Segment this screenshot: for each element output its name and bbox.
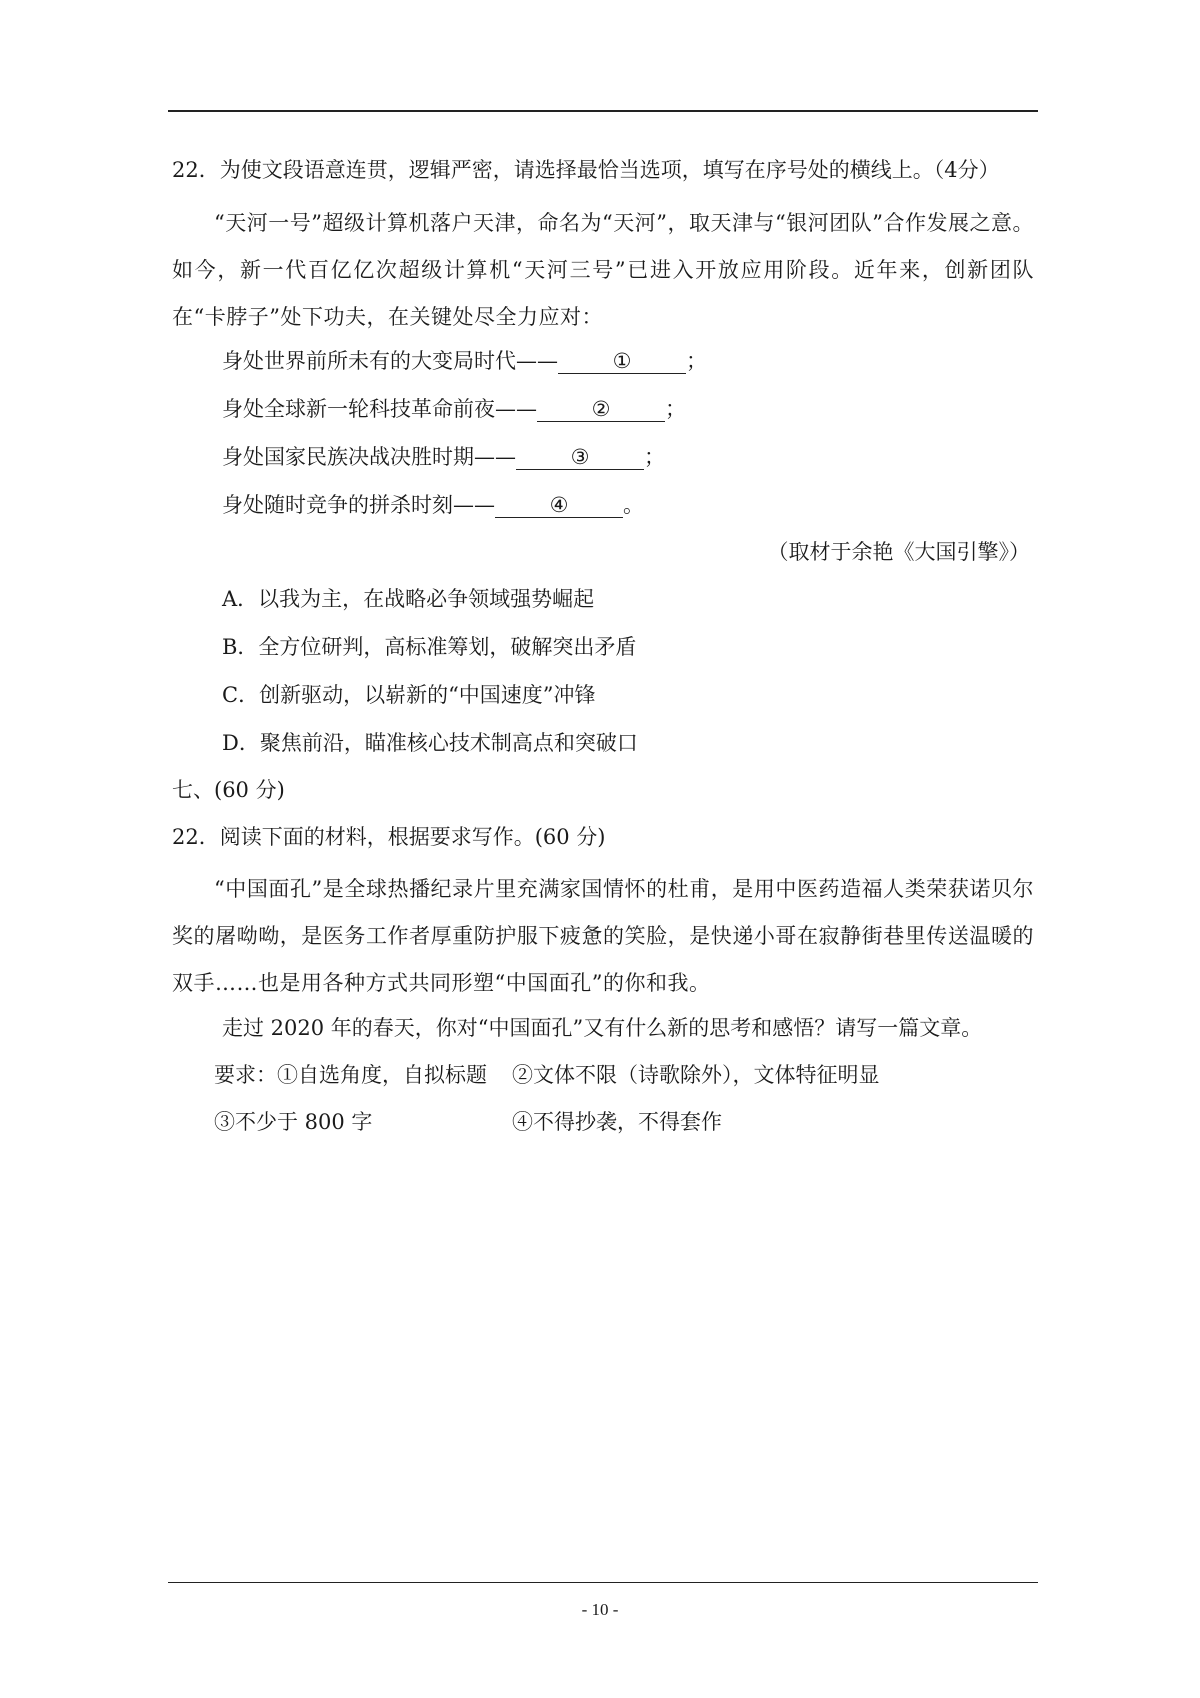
fill-blank[interactable]: ④ — [495, 493, 623, 518]
page-number: - 10 - — [581, 1600, 619, 1619]
option-a: A．以我为主，在战略必争领域强势崛起 — [222, 587, 595, 611]
footer-rule — [168, 1582, 1038, 1583]
fill-item-2: 身处全球新一轮科技革命前夜—— ② ； — [222, 397, 686, 421]
fill-blank[interactable]: ③ — [516, 445, 644, 470]
writing-material: “中国面孔”是全球热播纪录片里充满家国情怀的杜甫，是用中医药造福人类荣获诺贝尔奖的屠呦呦，是医务工作者厚重防护服下疲惫的笑脸，是快递小哥在寂静街巷里传送温暖的双手……也是用各种方式共同形塑“中国面孔”的你和我。 — [172, 877, 1034, 995]
fill-item-label: 身处国家民族决战决胜时期—— — [222, 445, 516, 469]
fill-blank[interactable]: ① — [558, 349, 686, 374]
requirement-1: 要求：①自选角度，自拟标题 — [214, 1063, 487, 1087]
requirement-3: ③不少于 800 字 — [214, 1110, 373, 1134]
fill-blank[interactable]: ② — [537, 397, 665, 422]
fill-item-label: 身处世界前所未有的大变局时代—— — [222, 349, 558, 373]
fill-item-label: 身处随时竞争的拼杀时刻—— — [222, 493, 495, 517]
question-22-writing-stem: 22．阅读下面的材料，根据要求写作。(60 分) — [172, 825, 606, 849]
question-22-stem: 22．为使文段语意连贯，逻辑严密，请选择最恰当选项，填写在序号处的横线上。（4分） — [172, 158, 1000, 182]
fill-item-label: 身处全球新一轮科技革命前夜—— — [222, 397, 537, 421]
fill-item-3: 身处国家民族决战决胜时期—— ③ ； — [222, 445, 665, 469]
section-heading: 七、(60 分) — [172, 778, 285, 802]
header-rule — [168, 110, 1038, 112]
question-22-passage: “天河一号”超级计算机落户天津，命名为“天河”，取天津与“银河团队”合作发展之意。如今，新一代百亿亿次超级计算机“天河三号”已进入开放应用阶段。近年来，创新团队在“卡脖子”处下功夫，在关键处尽全力应对： — [172, 211, 1034, 329]
option-d: D．聚焦前沿，瞄准核心技术制高点和突破口 — [222, 731, 638, 755]
passage-source: （取材于余艳《大国引擎》） — [767, 540, 1030, 564]
option-b: B．全方位研判，高标准筹划，破解突出矛盾 — [222, 635, 637, 659]
requirement-2: ②文体不限（诗歌除外），文体特征明显 — [512, 1063, 880, 1087]
writing-prompt: 走过 2020 年的春天，你对“中国面孔”又有什么新的思考和感悟？请写一篇文章。 — [222, 1016, 983, 1040]
fill-item-1: 身处世界前所未有的大变局时代—— ① ； — [222, 349, 707, 373]
option-c: C．创新驱动，以崭新的“中国速度”冲锋 — [222, 683, 596, 707]
requirement-4: ④不得抄袭，不得套作 — [512, 1110, 722, 1134]
fill-item-4: 身处随时竞争的拼杀时刻—— ④ 。 — [222, 493, 644, 517]
